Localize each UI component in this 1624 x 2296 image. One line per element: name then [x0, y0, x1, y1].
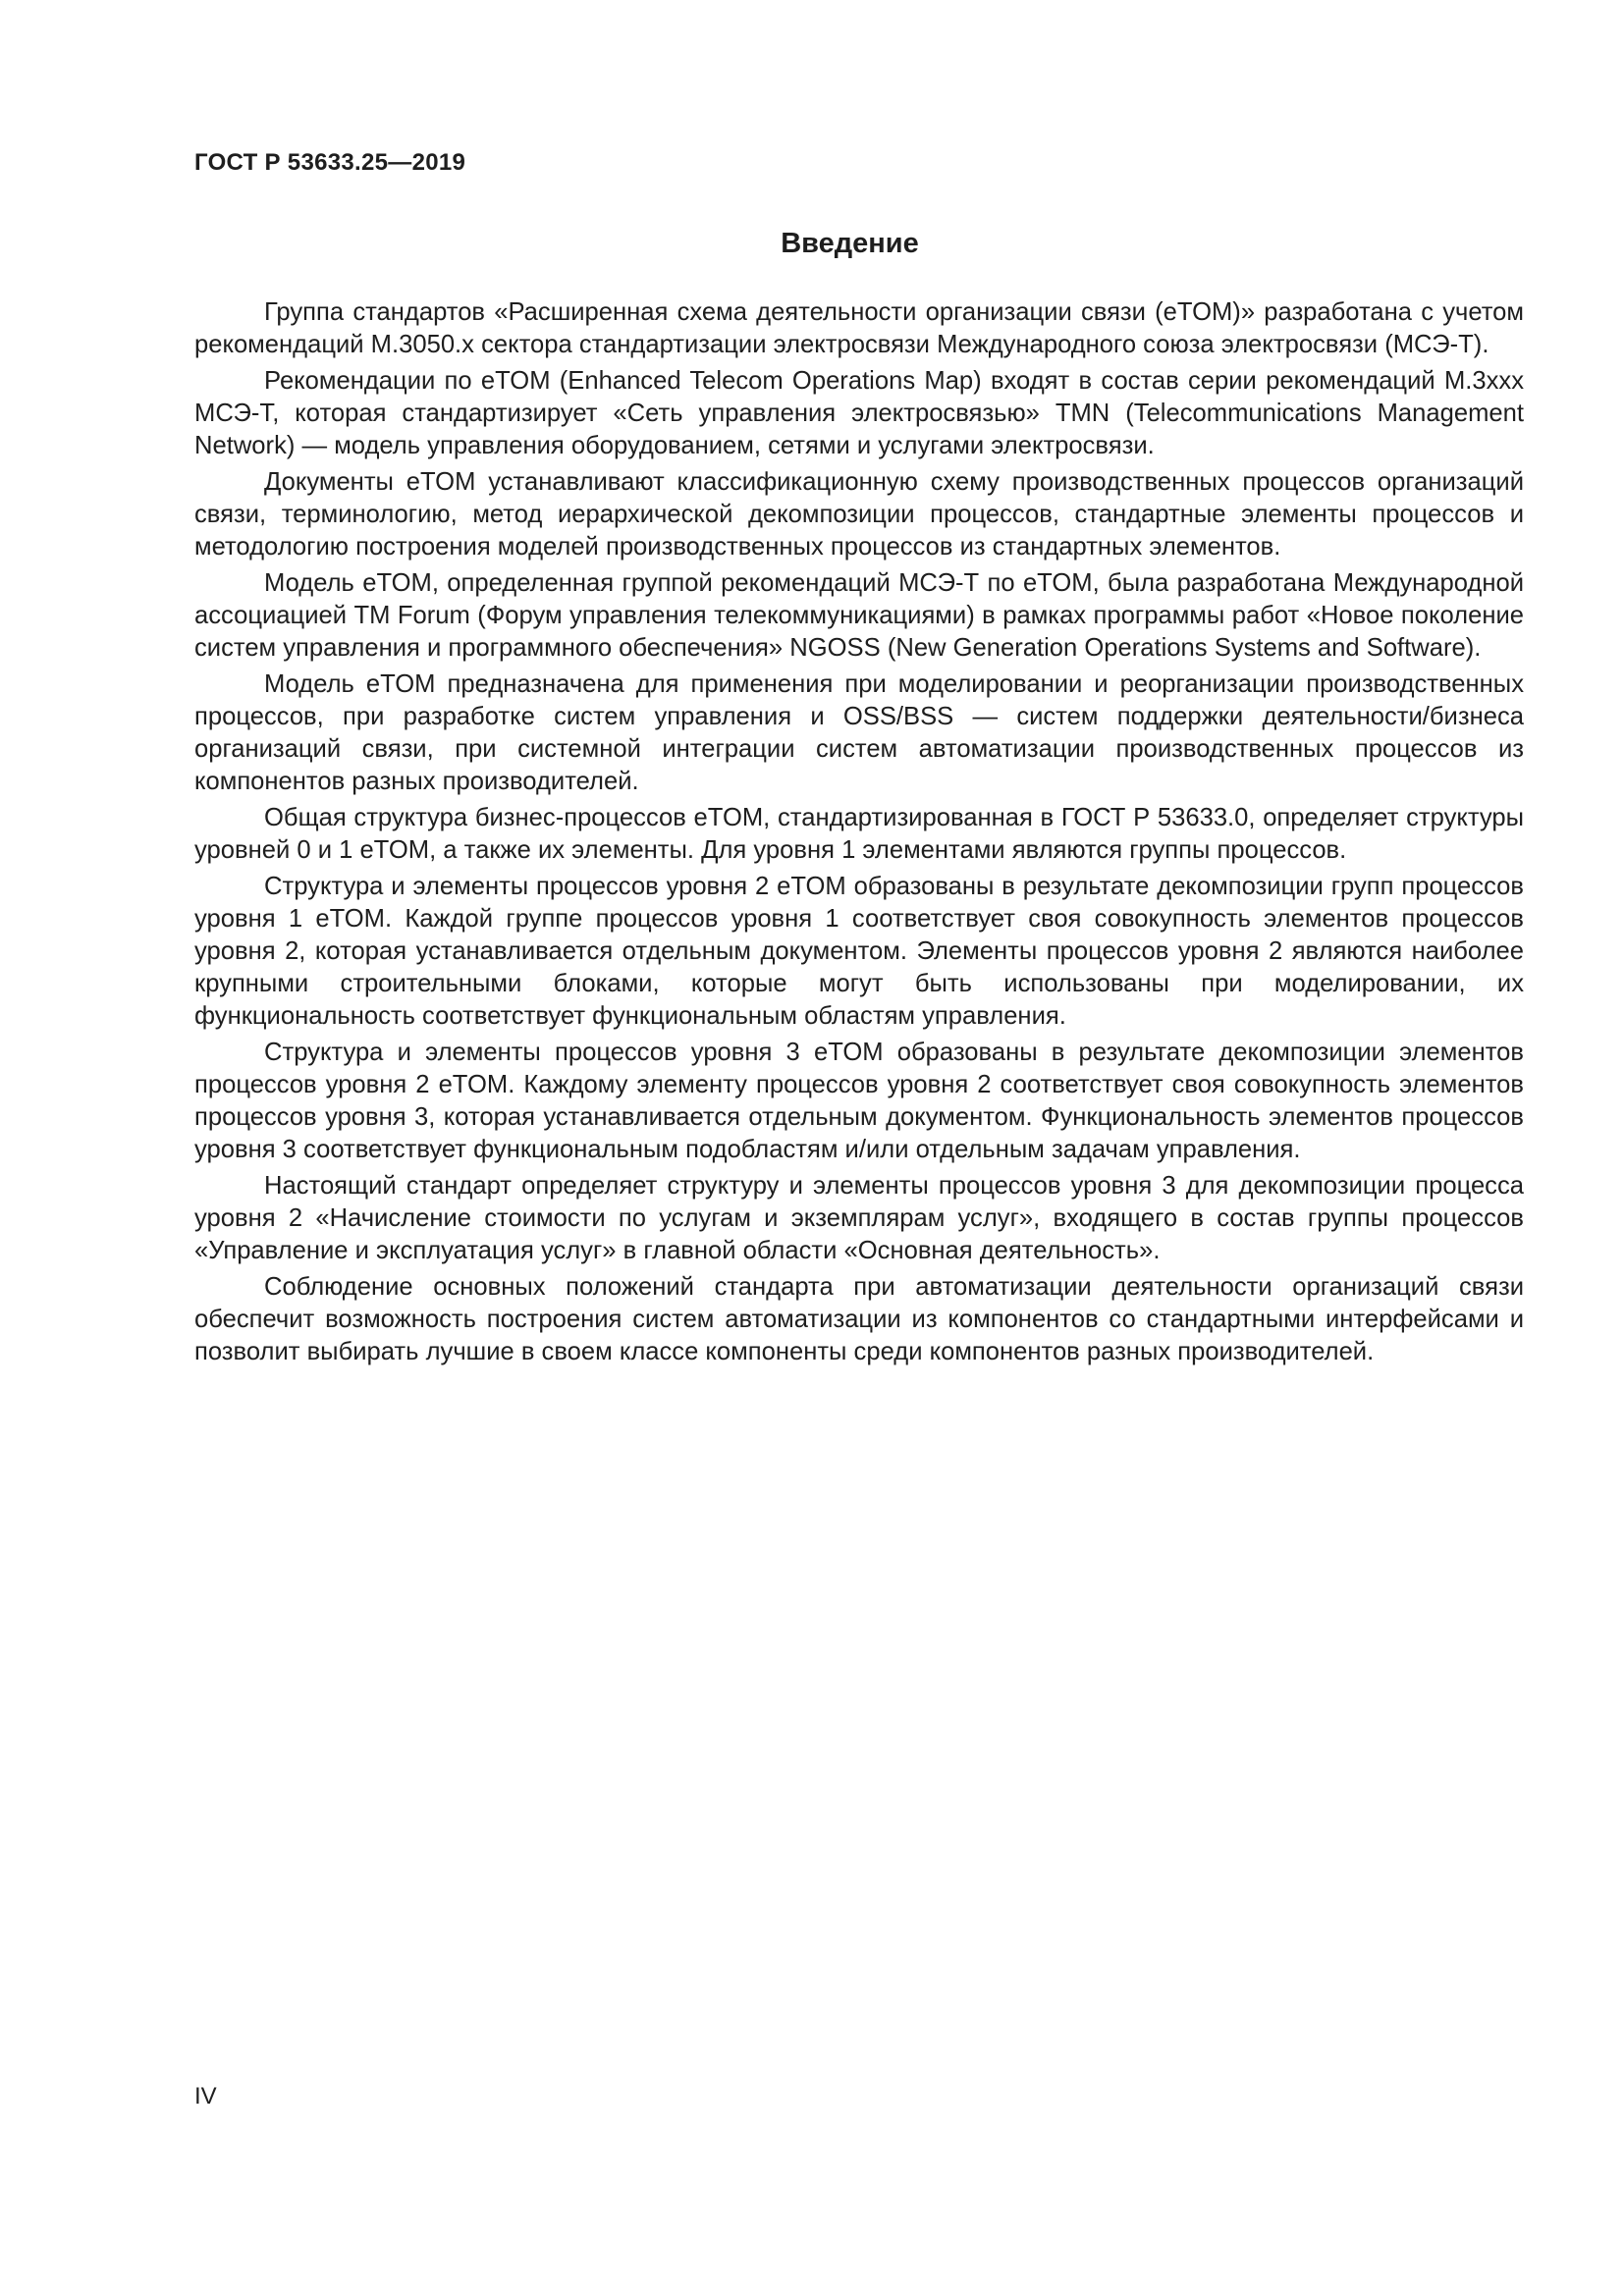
- section-title: Введение: [781, 228, 919, 259]
- paragraph: Общая структура бизнес-процессов eTOM, стандартизированная в ГОСТ Р 53633.0, определяет структуры уровней 0 и 1 eTOM, а также их элементы. Для уровня 1 элементами являются группы процессов.: [194, 804, 1524, 864]
- paragraph: Группа стандартов «Расширенная схема деятельности организации связи (eTOM)» разработана с учетом рекомендаций М.3050.x сектора стандартизации электросвязи Международного союза электросвязи (МСЭ-Т).: [194, 298, 1524, 358]
- document-header-standard-id: ГОСТ Р 53633.25—2019: [194, 149, 466, 176]
- body-text: [194, 296, 1524, 1372]
- paragraph: Настоящий стандарт определяет структуру и элементы процессов уровня 3 для декомпозиции процесса уровня 2 «Начисление стоимости по услугам и экземплярам услуг», входящего в состав группы процессов «Управление и эксплуатация услуг» в главной области «Основная деятельность».: [194, 1172, 1524, 1264]
- paragraph: Рекомендации по eTOM (Enhanced Telecom Operations Map) входят в состав серии рекомендаций М.3xxx МСЭ-Т, которая стандартизирует «Сеть управления электросвязью» TMN (Telecommunications Management Network) — модель управления оборудованием, сетями и услугами электросвязи.: [194, 367, 1524, 459]
- paragraph: Структура и элементы процессов уровня 2 eTOM образованы в результате декомпозиции групп процессов уровня 1 eTOM. Каждой группе процессов уровня 1 соответствует своя совокупность элементов процессов уровня 2, которая устанавливается отдельным документом. Элементы процессов уровня 2 являются наиболее крупными строительными блоками, которые могут быть использованы при моделировании, их функциональность соответствует функциональным областям управления.: [194, 873, 1524, 1030]
- paragraph: Модель eTOM предназначена для применения при моделировании и реорганизации производственных процессов, при разработке систем управления и OSS/BSS — систем поддержки деятельности/бизнеса организаций связи, при системной интеграции систем автоматизации производственных процессов из компонентов разных производителей.: [194, 670, 1524, 795]
- paragraph: Структура и элементы процессов уровня 3 eTOM образованы в результате декомпозиции элементов процессов уровня 2 eTOM. Каждому элементу процессов уровня 2 соответствует своя совокупность элементов процессов уровня 3, которая устанавливается отдельным документом. Функциональность элементов процессов уровня 3 соответствует функциональным подобластям и/или отдельным задачам управления.: [194, 1039, 1524, 1163]
- page-number: IV: [194, 2083, 217, 2109]
- paragraph: Документы eTOM устанавливают классификационную схему производственных процессов организаций связи, терминологию, метод иерархической декомпозиции процессов, стандартные элементы процессов и методологию построения моделей производственных процессов из стандартных элементов.: [194, 468, 1524, 561]
- paragraph: Модель eTOM, определенная группой рекомендаций МСЭ-Т по eTOM, была разработана Международной ассоциацией TM Forum (Форум управления телекоммуникациями) в рамках программы работ «Новое поколение систем управления и программного обеспечения» NGOSS (New Generation Operations Systems and Software).: [194, 569, 1524, 662]
- paragraph: Соблюдение основных положений стандарта при автоматизации деятельности организаций связи обеспечит возможность построения систем автоматизации из компонентов со стандартными интерфейсами и позволит выбирать лучшие в своем классе компоненты среди компонентов разных производителей.: [194, 1273, 1524, 1365]
